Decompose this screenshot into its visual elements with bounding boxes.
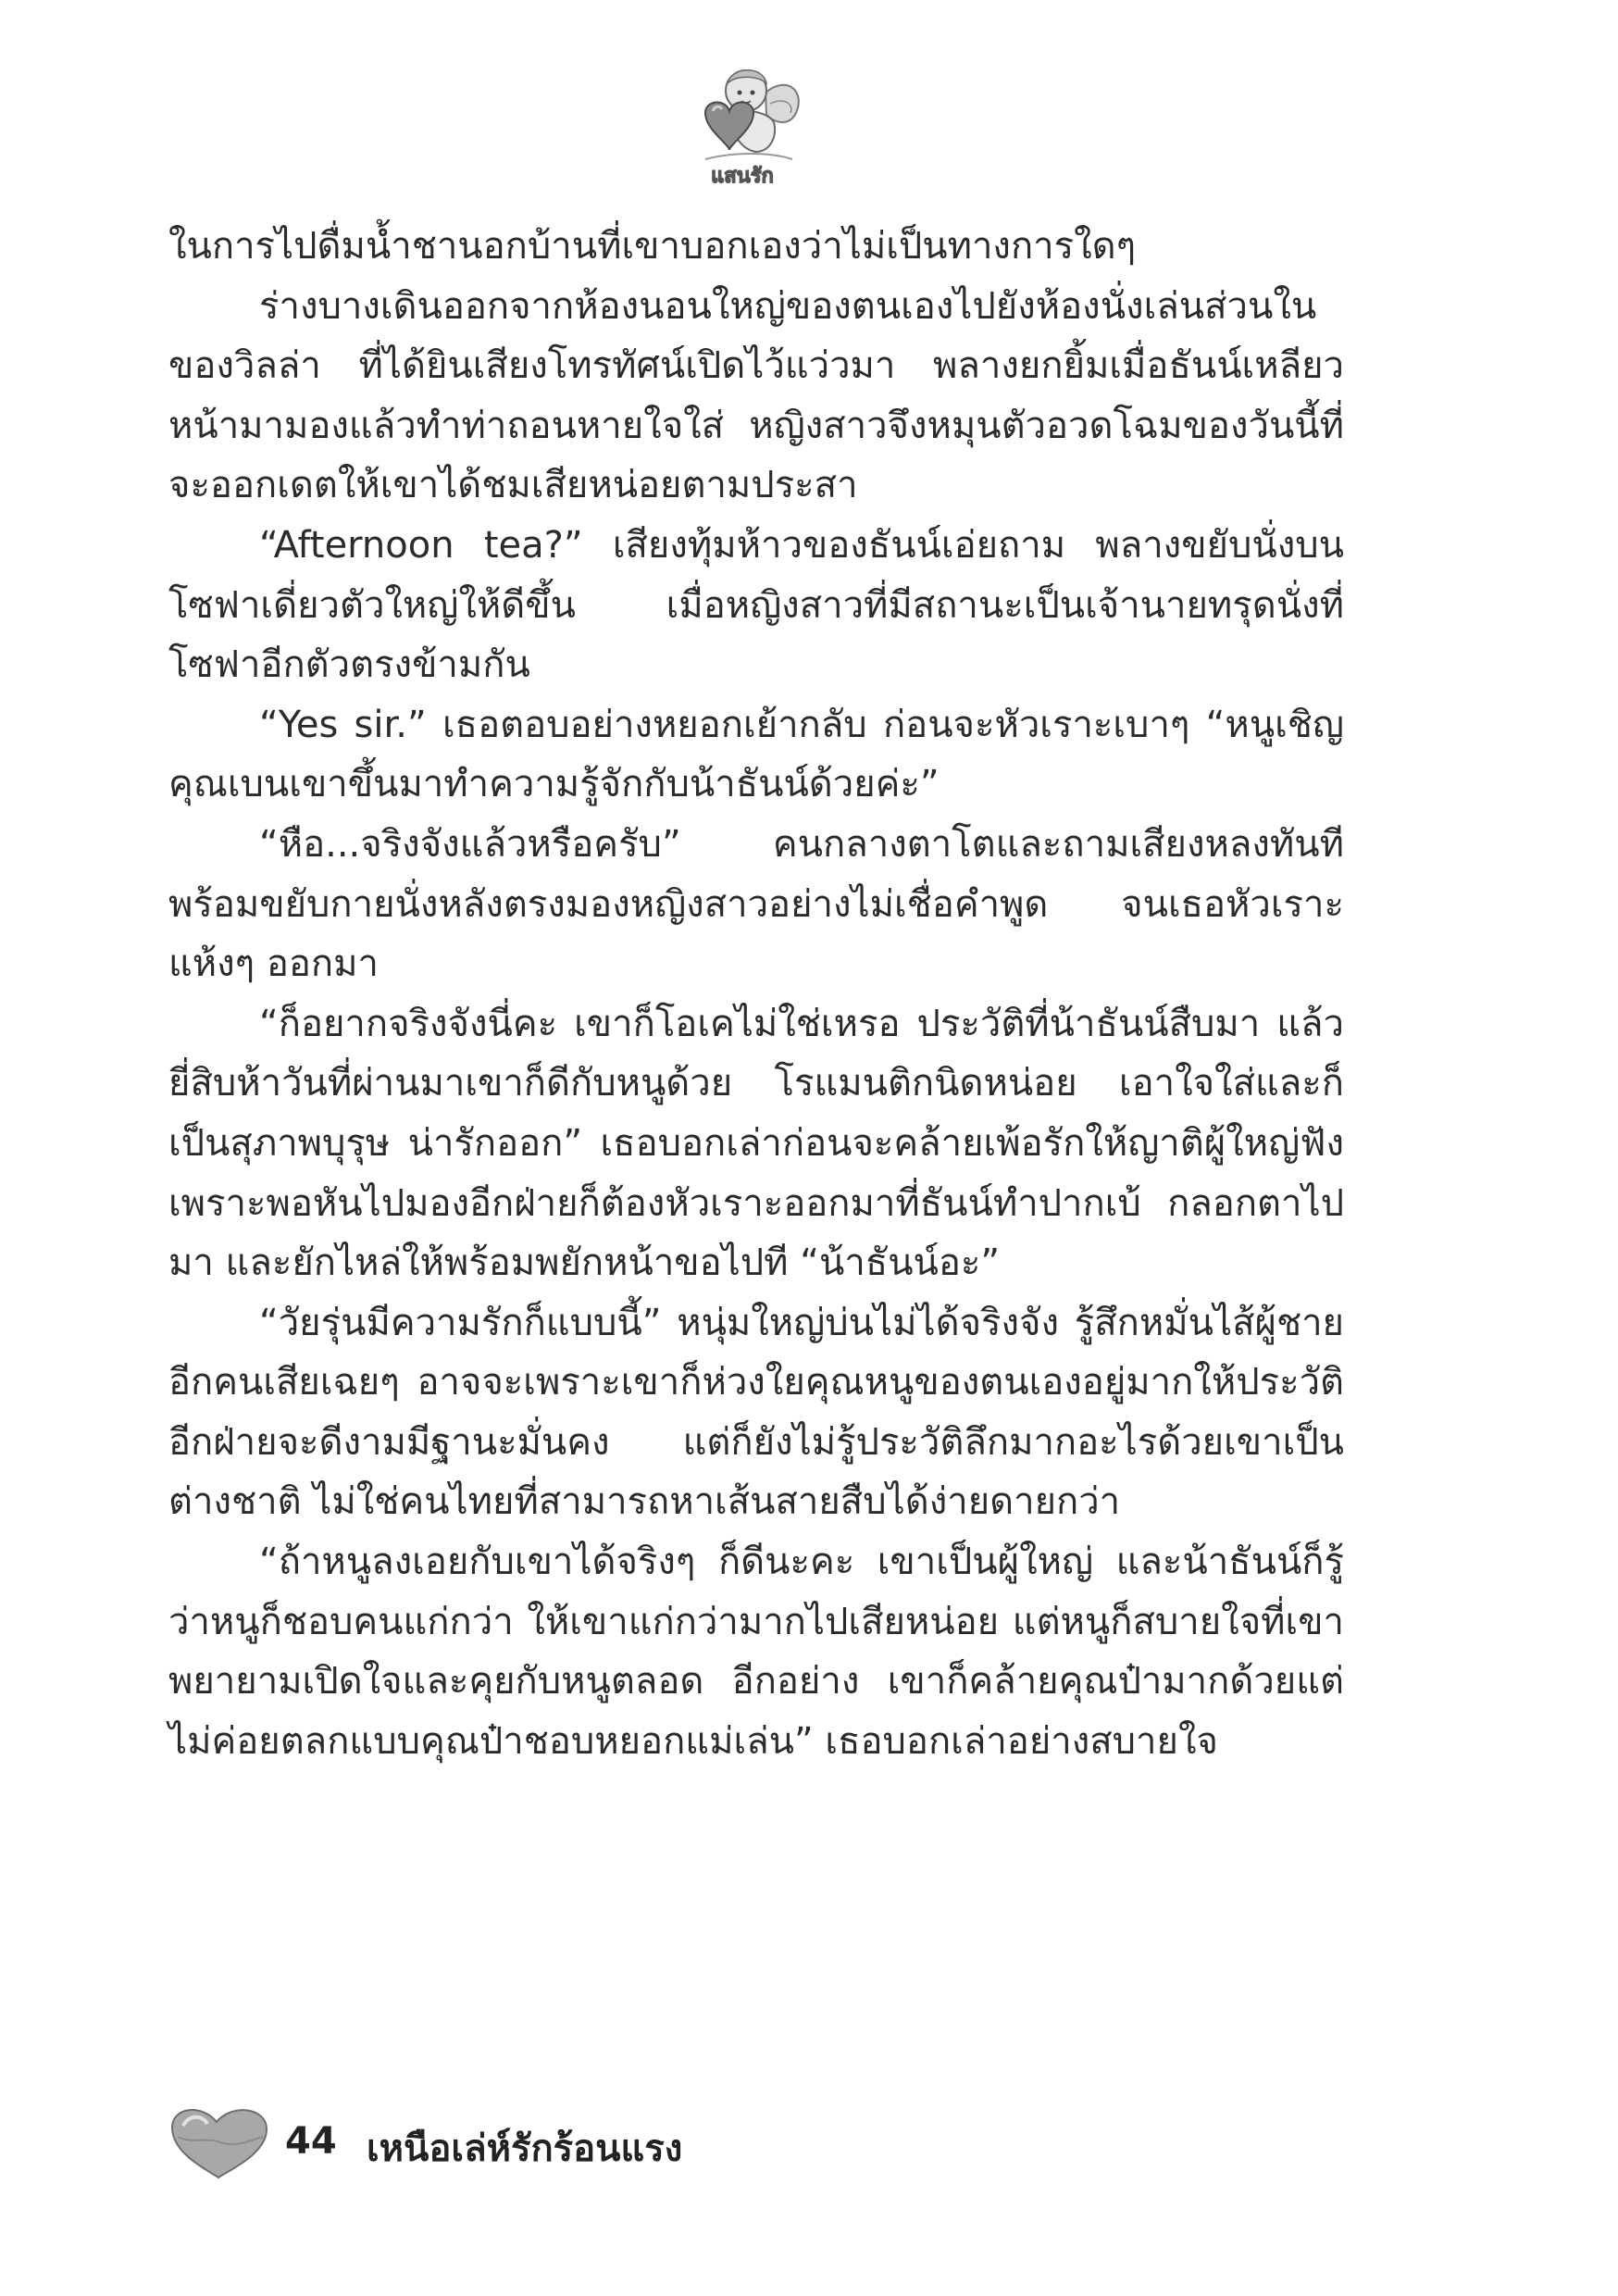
heart-icon [165, 2100, 274, 2181]
paragraph: “Yes sir.” เธอตอบอย่างหยอกเย้ากลับ ก่อนจะหัวเราะเบาๆ “หนูเชิญคุณเบนเขาขึ้นมาทำความรู้จักกับน้าธันน์ด้วยค่ะ” [168, 703, 1344, 806]
logo-text: แสนรัก [711, 165, 774, 188]
page-number: 44 [285, 2120, 337, 2163]
body-text [168, 217, 1344, 1771]
publisher-logo [678, 56, 807, 194]
paragraph: “หือ...จริงจังแล้วหรือครับ” คนกลางตาโตและถามเสียงหลงทันทีพร้อมขยับกายนั่งหลังตรงมองหญิงสาวอย่างไม่เชื่อคำพูด จนเธอหัวเราะแห้งๆ ออกมา [168, 822, 1344, 986]
paragraph: “Afternoon tea?” เสียงทุ้มห้าวของธันน์เอ่ยถาม พลางขยับนั่งบนโซฟาเดี่ยวตัวใหญ่ให้ดีขึ้น เมื่อหญิงสาวที่มีสถานะเป็นเจ้านายทรุดนั่งที่โซฟาอีกตัวตรงข้ามกัน [168, 523, 1344, 687]
page-footer [165, 2100, 905, 2183]
book-title: เหนือเล่ห์รักร้อนแรง [367, 2128, 683, 2170]
paragraph: ร่างบางเดินออกจากห้องนอนใหญ่ของตนเองไปยังห้องนั่งเล่นส่วนในของวิลล่า ที่ได้ยินเสียงโทรทัศน์เปิดไว้แว่วมา พลางยกยิ้มเมื่อธันน์เหลียวหน้ามามองแล้วทำท่าถอนหายใจใส่ หญิงสาวจึงหมุนตัวอวดโฉมของวันนี้ที่จะออกเดตให้เขาได้ชมเสียหน่อยตามประสา [168, 284, 1344, 507]
paragraph: ในการไปดื่มน้ำชานอกบ้านที่เขาบอกเองว่าไม่เป็นทางการใดๆ [168, 225, 1137, 268]
paragraph: “วัยรุ่นมีความรักก็แบบนี้” หนุ่มใหญ่บ่นไม่ได้จริงจัง รู้สึกหมั่นไส้ผู้ชายอีกคนเสียเฉยๆ อาจจะเพราะเขาก็ห่วงใยคุณหนูของตนเองอยู่มากให้ประวัติอีกฝ่ายจะดีงามมีฐานะมั่นคง แต่ก็ยังไม่รู้ประวัติลึกมากอะไรด้วยเขาเป็นต่างชาติ ไม่ใช่คนไทยที่สามารถหาเส้นสายสืบได้ง่ายดายกว่า [168, 1301, 1344, 1524]
paragraph: “ก็อยากจริงจังนี่คะ เขาก็โอเคไม่ใช่เหรอ ประวัติที่น้าธันน์สืบมา แล้วยี่สิบห้าวันที่ผ่านมาเขาก็ดีกับหนูด้วย โรแมนติกนิดหน่อย เอาใจใส่และก็เป็นสุภาพบุรุษ น่ารักออก” เธอบอกเล่าก่อนจะคล้ายเพ้อรักให้ญาติผู้ใหญ่ฟัง เพราะพอหันไปมองอีกฝ่ายก็ต้องหัวเราะออกมาที่ธันน์ทำปากเบ้ กลอกตาไปมา และยักไหล่ให้พร้อมพยักหน้าขอไปที “น้าธันน์อะ” [168, 1002, 1344, 1285]
paragraph: “ถ้าหนูลงเอยกับเขาได้จริงๆ ก็ดีนะคะ เขาเป็นผู้ใหญ่ และน้าธันน์ก็รู้ว่าหนูก็ชอบคนแก่กว่า ให้เขาแก่กว่ามากไปเสียหน่อย แต่หนูก็สบายใจที่เขาพยายามเปิดใจและคุยกับหนูตลอด อีกอย่าง เขาก็คล้ายคุณป๋ามากด้วยแต่ไม่ค่อยตลกแบบคุณป๋าชอบหยอกแม่เล่น” เธอบอกเล่าอย่างสบายใจ [168, 1541, 1344, 1763]
